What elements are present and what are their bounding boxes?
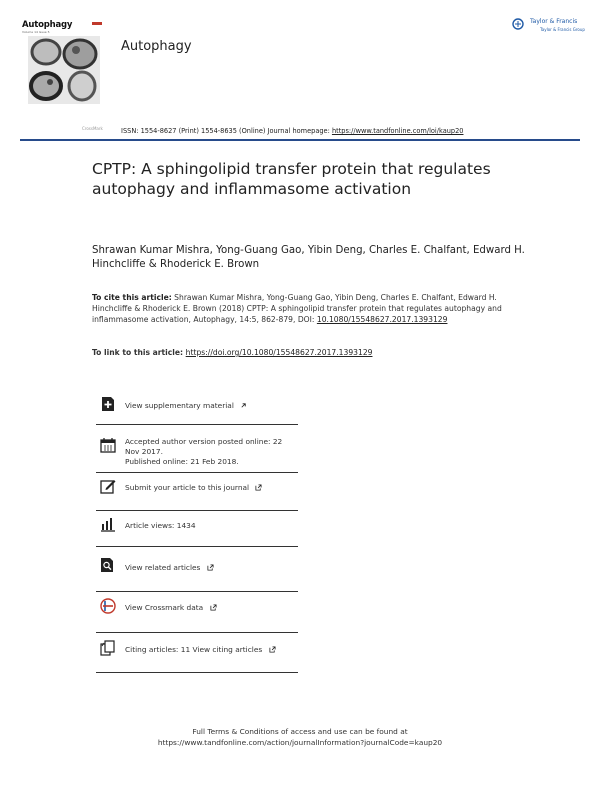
published-date: Published online: 21 Feb 2018. [125,457,239,466]
bar-chart-icon [100,516,116,532]
article-doi-url[interactable]: https://doi.org/10.1080/15548627.2017.1393129 [185,348,373,357]
crossmark-icon [100,598,116,614]
accepted-date-line1: Accepted author version posted online: 22 [125,437,283,446]
doi-link[interactable]: 10.1080/15548627.2017.1393129 [316,314,448,324]
edit-icon [100,478,116,494]
issn-text: ISSN: 1554-8627 (Print) 1554-8635 (Online) Journal homepage: [121,127,332,135]
cover-title: Autophagy [22,20,73,30]
publisher-name: Taylor & Francis [530,18,578,25]
external-link-icon [207,564,214,571]
crossmark-label: View Crossmark data [125,603,204,612]
cite-label: To cite this article: [92,293,172,302]
article-title: CPTP: A sphingolipid transfer protein that regulates autophagy and inflammasome activation [92,160,491,198]
footer [0,727,600,748]
citing-articles-row[interactable] [96,637,298,667]
article-authors: Shrawan Kumar Mishra, Yong-Guang Gao, Yibin Deng, Charles E. Chalfant, Edward H. Hinchcliffe & Rhoderick E. Brown [92,245,525,270]
row-divider [96,546,298,547]
cover-micrograph-image [28,36,100,104]
row-divider [96,632,298,633]
supplementary-label: View supplementary material [125,401,234,410]
calendar-icon [100,437,116,453]
submit-article-label: Submit your article to this journal [125,483,250,492]
article-views-label: Article views: 1434 [125,521,196,530]
external-link-icon [269,646,276,653]
publication-dates-row [96,435,298,475]
crossmark-small-logo: CrossMark [82,126,103,131]
link-label: To link to this article: [92,348,186,357]
accepted-date-line2: Nov 2017. [125,447,163,456]
citing-icon [100,640,116,656]
row-divider [96,510,298,511]
citing-articles-label: Citing articles: 11 View citing articles [125,645,263,654]
submit-article-row[interactable] [96,475,298,509]
citation-block [92,293,522,325]
row-divider [96,591,298,592]
crossmark-row[interactable] [96,595,298,625]
related-articles-label: View related articles [125,563,201,572]
external-link-icon [210,604,217,611]
row-divider [96,424,298,425]
external-link-icon [255,484,262,491]
journal-name[interactable]: Autophagy [121,39,192,54]
arrow-up-right-icon [240,402,247,409]
related-articles-row[interactable] [96,555,298,585]
journal-homepage-link[interactable]: https://www.tandfonline.com/loi/kaup20 [331,127,464,135]
cover-subtitle: Volume 14 Issue 5 [22,30,50,34]
footer-terms-url[interactable]: https://www.tandfonline.com/action/journalInformation?journalCode=kaup20 [157,737,443,747]
supplementary-icon [100,396,116,412]
cite-text: Shrawan Kumar Mishra, Yong-Guang Gao, Yibin Deng, Charles E. Chalfant, Edward H. Hinchcliffe & Rhoderick E. Brown (2018) CPTP: A sphingolipid transfer protein that regulates autophagy and inflammasome activation, Autophagy, 14:5, 862-879, DOI: [92,293,502,324]
publisher-group: Taylor & Francis Group [540,27,585,32]
article-views-row [96,514,298,544]
row-divider [96,672,298,673]
issn-line [121,127,463,135]
header-divider [20,139,580,141]
search-doc-icon [100,557,116,573]
row-divider [96,472,298,473]
cover-accent-bar [92,22,102,25]
article-link-line [92,348,372,357]
supplementary-row[interactable] [96,393,298,421]
footer-terms-text: Full Terms & Conditions of access and use can be found at [192,727,408,736]
